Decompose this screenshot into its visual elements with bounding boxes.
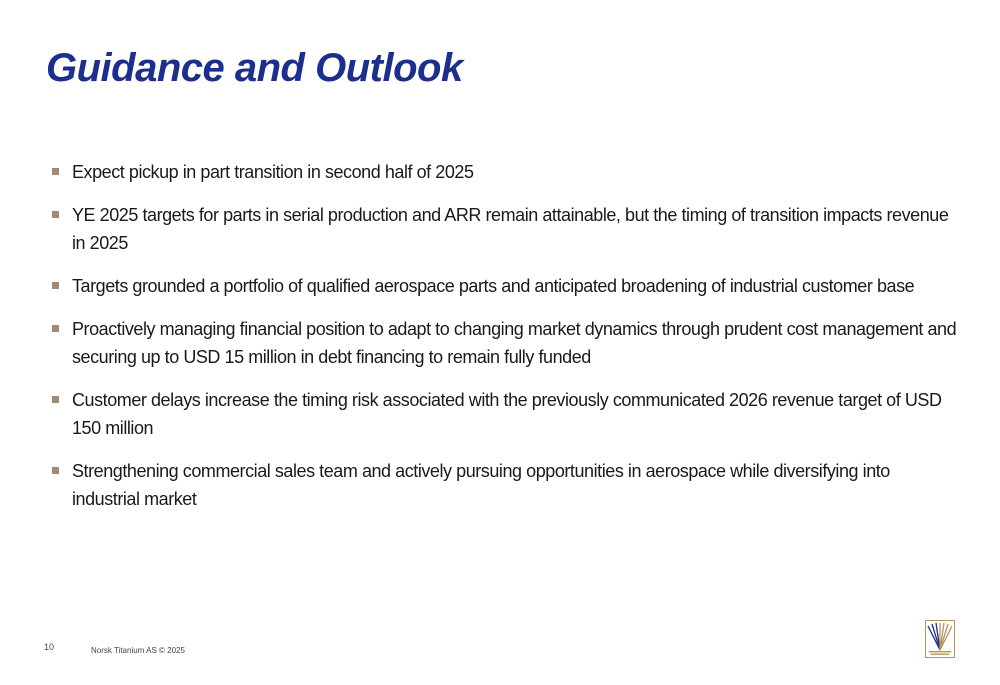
- bullet-item: [52, 457, 957, 513]
- square-bullet-icon: [52, 211, 59, 218]
- bullet-item: [52, 386, 957, 442]
- bullet-text: Strengthening commercial sales team and actively pursuing opportunities in aerospace while diversifying into industrial market: [72, 461, 890, 509]
- bullet-text: Customer delays increase the timing risk associated with the previously communicated 2026 revenue target of USD 150 million: [72, 390, 942, 438]
- company-logo-icon: [925, 620, 955, 658]
- bullet-text: YE 2025 targets for parts in serial production and ARR remain attainable, but the timing of transition impacts revenue in 2025: [72, 205, 949, 253]
- footer-copyright: Norsk Titanium AS © 2025: [91, 646, 185, 655]
- bullet-item: [52, 315, 957, 371]
- bullet-item: [52, 201, 957, 257]
- page-number: 10: [44, 642, 55, 652]
- bullet-item: [52, 158, 957, 186]
- square-bullet-icon: [52, 467, 59, 474]
- bullet-item: [52, 272, 957, 300]
- square-bullet-icon: [52, 168, 59, 175]
- square-bullet-icon: [52, 396, 59, 403]
- bullet-text: Targets grounded a portfolio of qualified aerospace parts and anticipated broadening of industrial customer base: [72, 276, 915, 296]
- bullet-list: [52, 158, 957, 528]
- bullet-text: Expect pickup in part transition in second half of 2025: [72, 162, 474, 182]
- square-bullet-icon: [52, 325, 59, 332]
- slide-title: Guidance and Outlook: [46, 46, 463, 90]
- square-bullet-icon: [52, 282, 59, 289]
- bullet-text: Proactively managing financial position to adapt to changing market dynamics through prudent cost management and securing up to USD 15 million in debt financing to remain fully funded: [72, 319, 957, 367]
